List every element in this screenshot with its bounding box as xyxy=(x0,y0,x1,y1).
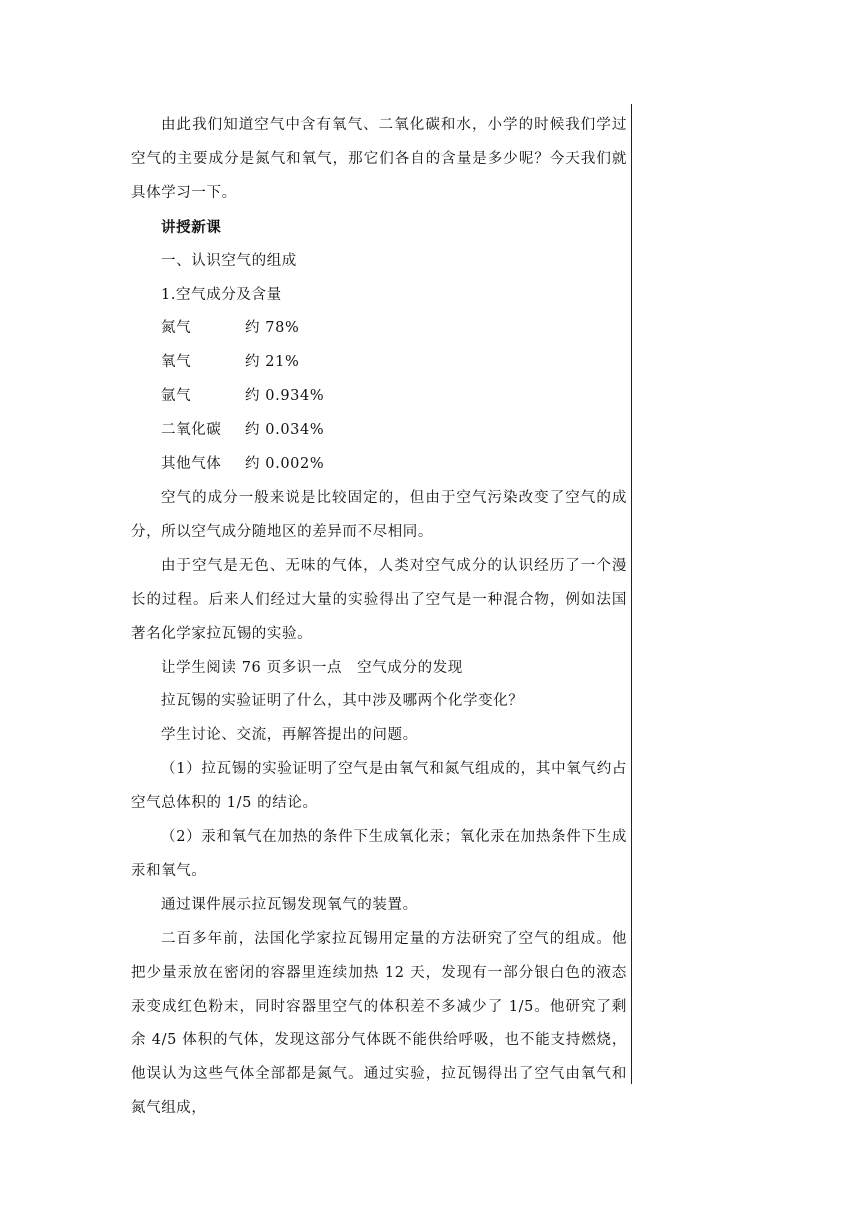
reading-paragraph: 让学生阅读 76 页多识一点 空气成分的发现 xyxy=(161,659,463,676)
stable-paragraph: 空气的成分一般来说是比较固定的，但由于空气污染改变了空气的成分，所以空气成分随地区的差异而不尽相同。 xyxy=(131,489,627,540)
composition-row xyxy=(131,380,627,414)
gas-amount: 约 0.002% xyxy=(245,456,325,473)
gas-name: 其他气体 xyxy=(161,456,222,473)
composition-row xyxy=(131,346,627,380)
answer-1-paragraph: （1）拉瓦锡的实验证明了空气是由氧气和氮气组成的，其中氧气约占空气总体积的 1/5 的结论。 xyxy=(131,761,627,812)
lavoisier-paragraph: 二百多年前，法国化学家拉瓦锡用定量的方法研究了空气的组成。他把少量汞放在密闭的容器里连续加热 12 天，发现有一部分银白色的液态汞变成红色粉末，同时容器里空气的体积差不多减少了 1/5。他研究了剩余 4/5 体积的气体，发现这部分气体既不能供给呼吸，也不能支持燃烧，他误认为这些气体全部都是氮气。通过实验，拉瓦锡得出了空气由氧气和氮气组成， xyxy=(131,930,627,1117)
intro-paragraph: 由此我们知道空气中含有氧气、二氧化碳和水，小学的时候我们学过空气的主要成分是氮气和氧气，那它们各自的含量是多少呢？今天我们就具体学习一下。 xyxy=(131,117,627,201)
gas-name: 二氧化碳 xyxy=(161,422,222,439)
question-paragraph: 拉瓦锡的实验证明了什么，其中涉及哪两个化学变化？ xyxy=(161,693,524,710)
document-body xyxy=(131,109,627,1126)
table-border-line xyxy=(631,104,632,1084)
gas-amount: 约 0.934% xyxy=(245,388,325,405)
composition-row xyxy=(131,448,627,482)
discuss-paragraph: 学生讨论、交流，再解答提出的问题。 xyxy=(161,727,418,744)
courseware-paragraph: 通过课件展示拉瓦锡发现氧气的装置。 xyxy=(161,896,418,913)
section-heading: 讲授新课 xyxy=(161,218,222,236)
gas-amount: 约 78% xyxy=(245,320,300,337)
gas-amount: 约 21% xyxy=(245,354,300,371)
gas-name: 氮气 xyxy=(161,320,192,337)
history-paragraph: 由于空气是无色、无味的气体，人类对空气成分的认识经历了一个漫长的过程。后来人们经过大量的实验得出了空气是一种混合物，例如法国著名化学家拉瓦锡的实验。 xyxy=(131,557,627,642)
answer-2-paragraph: （2）汞和氧气在加热的条件下生成氧化汞；氧化汞在加热条件下生成汞和氧气。 xyxy=(131,829,627,879)
composition-row xyxy=(131,414,627,448)
gas-amount: 约 0.034% xyxy=(245,422,325,439)
item-heading: 1.空气成分及含量 xyxy=(161,286,282,303)
composition-list xyxy=(131,312,627,482)
sub-heading: 一、认识空气的组成 xyxy=(161,252,297,269)
gas-name: 氧气 xyxy=(161,354,192,371)
composition-row xyxy=(131,312,627,346)
gas-name: 氩气 xyxy=(161,388,192,405)
